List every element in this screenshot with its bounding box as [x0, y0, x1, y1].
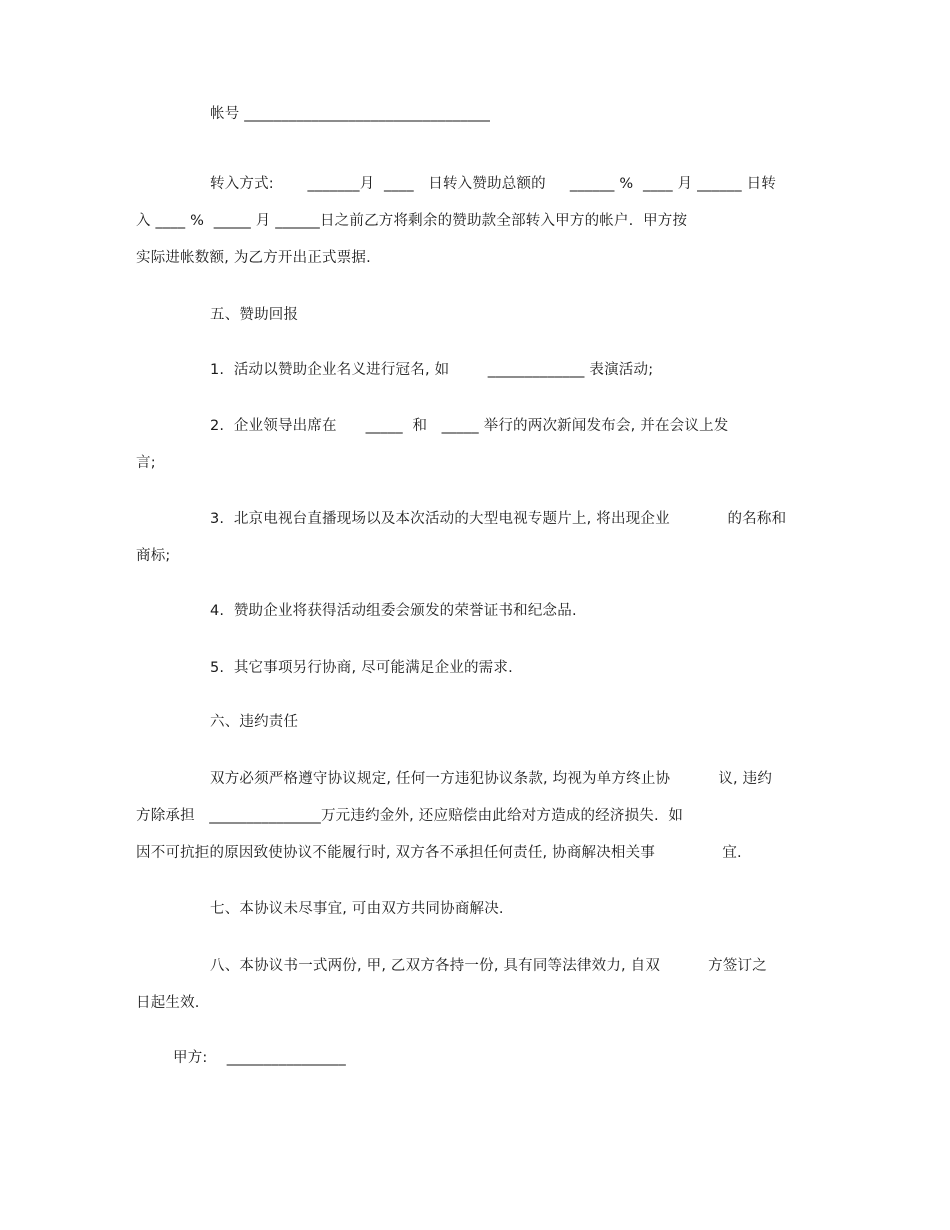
clause-5-1: 1. 活动以赞助企业名义进行冠名, 如 _____________ 表演活动; [210, 362, 654, 378]
breach-para-line-2: 方除承担 _______________万元违约金外, 还应赔偿由此给对方造成的经济损失. 如 [136, 808, 684, 824]
section-8-line-1: 八、本协议书一式两份, 甲, 乙双方各持一份, 具有同等法律效力, 自双 方签订之 [210, 958, 767, 974]
section-7: 七、本协议未尽事宜, 可由双方共同协商解决. [210, 901, 504, 917]
clause-5-3-line-1: 3. 北京电视台直播现场以及本次活动的大型电视专题片上, 将出现企业 的名称和 [210, 511, 787, 527]
clause-5-4: 4. 赞助企业将获得活动组委会颁发的荣誉证书和纪念品. [210, 603, 577, 619]
section-5-heading: 五、赞助回报 [210, 307, 299, 323]
transfer-method-line-2: 入 ____ % _____ 月 ______日之前乙方将剩余的赞助款全部转入甲方的帐户. 甲方按 [136, 213, 688, 229]
breach-para-line-1: 双方必须严格遵守协议规定, 任何一方违犯协议条款, 均视为单方终止协 议, 违约 [210, 771, 773, 787]
transfer-method-line-1: 转入方式: _______月 ____ 日转入赞助总额的 ______ % ____ 月 ______ 日转 [210, 176, 777, 192]
clause-5-2-line-2: 言; [136, 455, 156, 471]
clause-5-3-line-2: 商标; [136, 548, 171, 564]
account-number-line: 帐号 _________________________________ [210, 106, 491, 122]
clause-5-2-line-1: 2. 企业领导出席在 _____ 和 _____ 举行的两次新闻发布会, 并在会议上发 [210, 418, 729, 434]
section-8-line-2: 日起生效. [136, 995, 200, 1011]
clause-5-5: 5. 其它事项另行协商, 尽可能满足企业的需求. [210, 660, 513, 676]
section-6-heading: 六、违约责任 [210, 714, 299, 730]
party-a-signature-line: 甲方: ________________ [173, 1050, 346, 1066]
breach-para-line-3: 因不可抗拒的原因致使协议不能履行时, 双方各不承担任何责任, 协商解决相关事 宜. [136, 845, 742, 861]
transfer-method-line-3: 实际进帐数额, 为乙方开出正式票据. [136, 250, 371, 266]
